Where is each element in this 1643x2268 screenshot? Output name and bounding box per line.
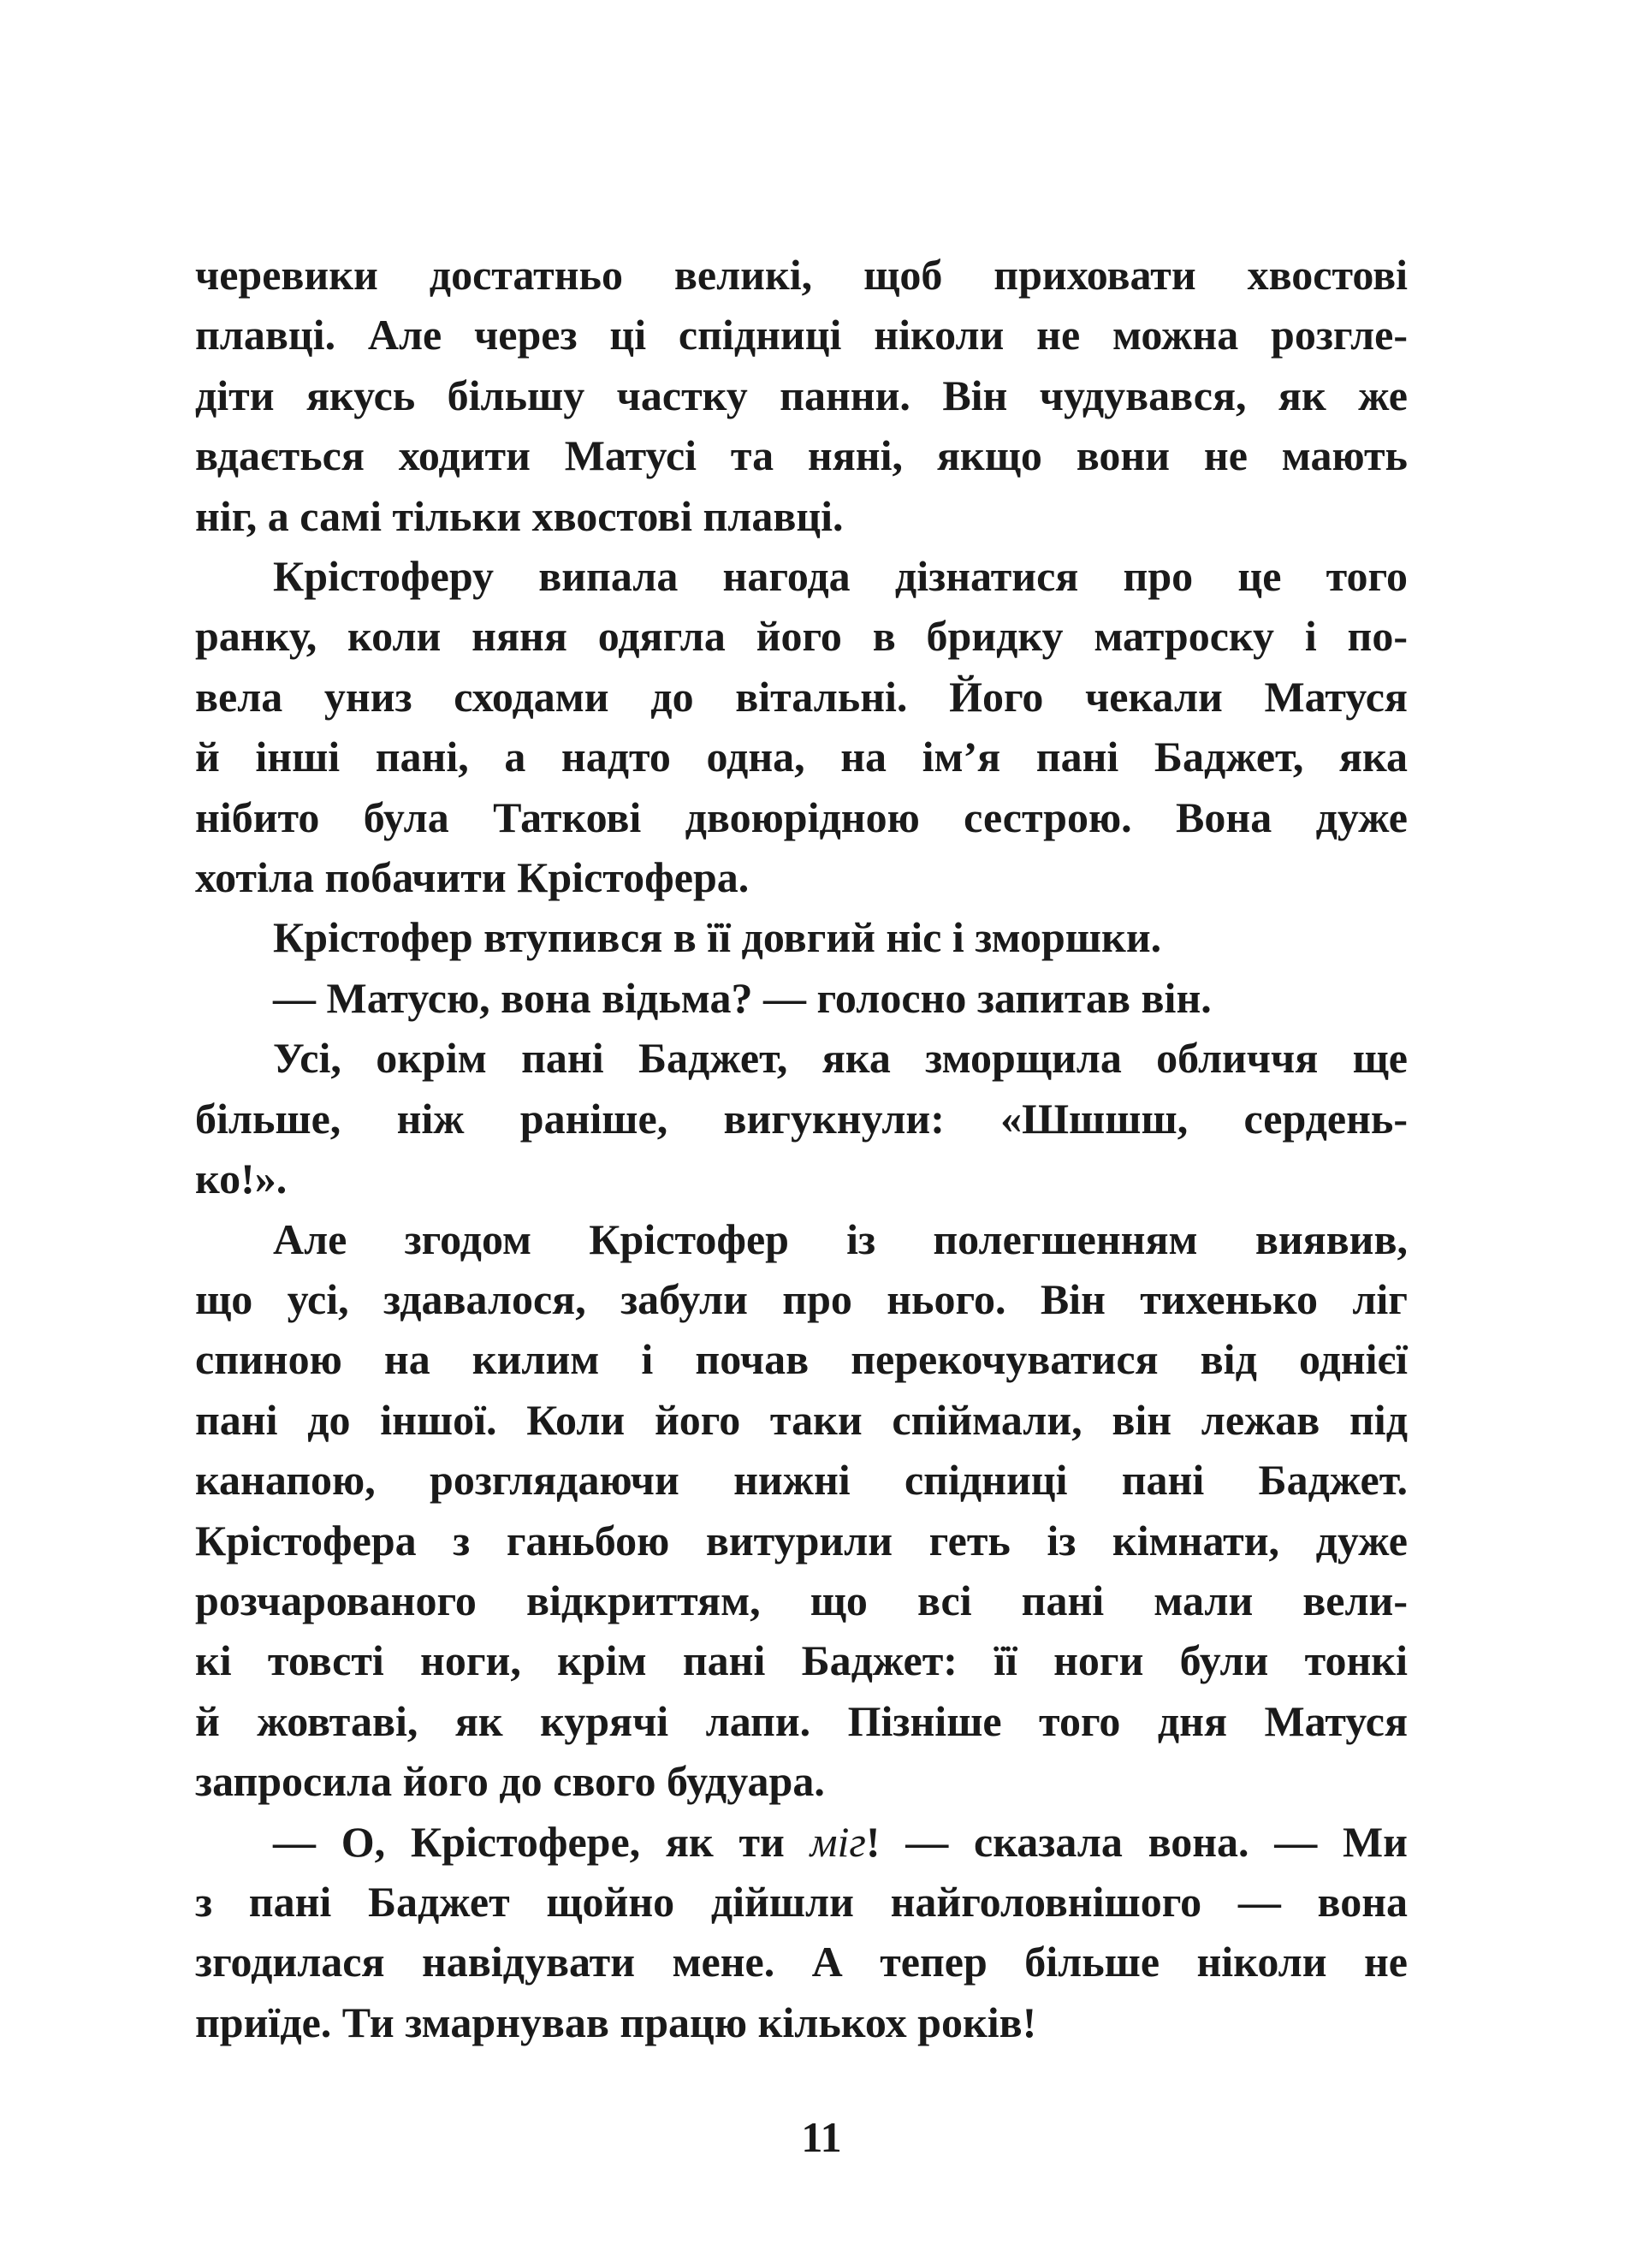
text-line: вела униз сходами до вітальні. Його чекали Матуся: [195, 672, 1408, 721]
text-line: канапою, розглядаючи нижні спідниці пані Баджет.: [195, 1456, 1408, 1505]
page-number: 11: [801, 2113, 842, 2161]
paragraph: [195, 245, 1408, 546]
italic-emphasis: міг: [810, 1817, 866, 1866]
text-line: [195, 1812, 1408, 1872]
text-line: ніг, а самі тільки хвостові плавці.: [195, 491, 844, 540]
text-line: Крістофера з ганьбою витурили геть із кімнати, дуже: [195, 1516, 1408, 1564]
text-line: спиною на килим і почав перекочуватися від однієї: [195, 1335, 1408, 1384]
text-segment: — О, Крістофере, як ти: [273, 1817, 810, 1866]
text-line: Крістоферу випала нагода дізнатися про це того: [273, 552, 1408, 601]
text-line: ранку, коли няня одягла його в бридку матроску і по-: [195, 612, 1408, 661]
text-line: Але згодом Крістофер із полегшенням виявив,: [273, 1214, 1408, 1263]
text-segment: ! — сказала вона. — Ми: [865, 1817, 1408, 1866]
body-text: [195, 245, 1408, 2052]
text-line: діти якусь більшу частку панни. Він чудувався, як же: [195, 371, 1408, 419]
paragraph: [195, 1028, 1408, 1208]
paragraph: [195, 1209, 1408, 1812]
paragraph: [195, 1812, 1408, 2053]
paragraph: [195, 907, 1408, 967]
text-line: запросила його до свого будуара.: [195, 1757, 825, 1806]
text-line: й жовтаві, як курячі лапи. Пізніше того дня Матуся: [195, 1696, 1408, 1745]
text-line: кі товсті ноги, крім пані Баджет: її ноги були тонкі: [195, 1636, 1408, 1685]
text-line: ко!».: [195, 1155, 288, 1203]
text-line: вдається ходити Матусі та няні, якщо вони не мають: [195, 431, 1408, 480]
text-line: нібито була Таткові двоюрідною сестрою. Вона дуже: [195, 793, 1408, 841]
text-line: приїде. Ти змарнував працю кількох років!: [195, 1998, 1037, 2046]
text-line: й інші пані, а надто одна, на ім’я пані Баджет, яка: [195, 733, 1408, 781]
text-line: Крістофер втупився в її довгий ніс і зморшки.: [273, 913, 1162, 962]
paragraph: [195, 546, 1408, 907]
paragraph: [195, 968, 1408, 1028]
text-line: розчарованого відкриттям, що всі пані мали вели-: [195, 1576, 1408, 1624]
text-line: згодилася навідувати мене. А тепер більше ніколи не: [195, 1938, 1408, 1986]
text-line: хотіла побачити Крістофера.: [195, 853, 750, 902]
text-line: з пані Баджет щойно дійшли найголовнішого — вона: [195, 1877, 1408, 1926]
text-line: більше, ніж раніше, вигукнули: «Шшшш, сердень-: [195, 1094, 1408, 1143]
text-line: пані до іншої. Коли його таки спіймали, він лежав під: [195, 1395, 1408, 1444]
text-line: черевики достатньо великі, щоб приховати хвостові: [195, 251, 1408, 299]
text-line: — Матусю, вона відьма? — голосно запитав він.: [273, 973, 1212, 1022]
text-line: плавці. Але через ці спідниці ніколи не можна розгле-: [195, 311, 1408, 359]
text-line: Усі, окрім пані Баджет, яка зморщила обличчя ще: [273, 1034, 1408, 1083]
text-line: що усі, здавалося, забули про нього. Він тихенько ліг: [195, 1274, 1408, 1323]
